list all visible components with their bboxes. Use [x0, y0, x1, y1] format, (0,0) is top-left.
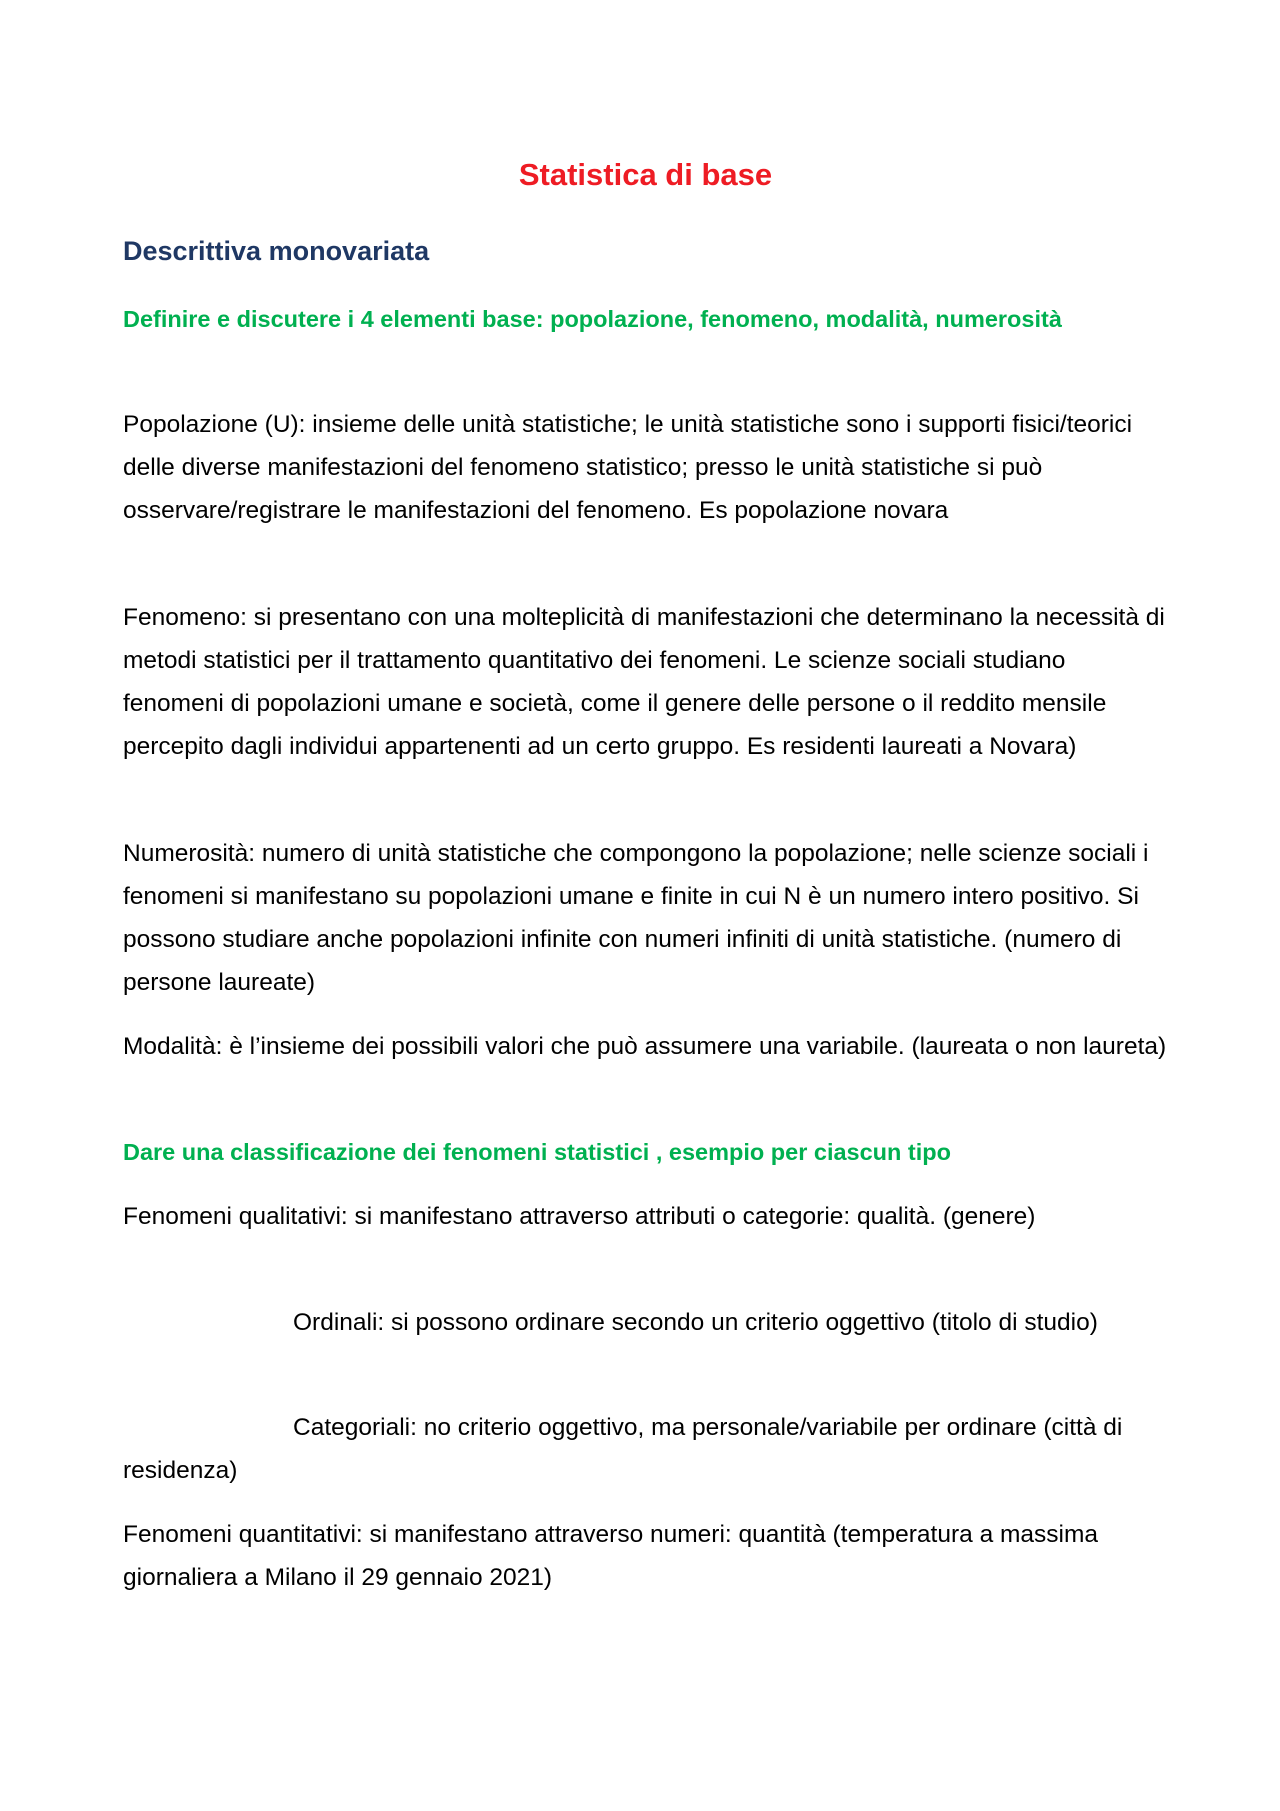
paragraph-popolazione: Popolazione (U): insieme delle unità statistiche; le unità statistiche sono i supporti fisici/teorici delle diverse manifestazioni del fenomeno statistico; presso le unità statistiche si può osservare/registrare le manifestazioni del fenomeno. Es popolazione novara — [123, 411, 1133, 524]
paragraph-fenomeni-qualitativi: Fenomeni qualitativi: si manifestano attraverso attributi o categorie: qualità. (genere) — [123, 1203, 1036, 1230]
question-heading-classification: Dare una classificazione dei fenomeni statistici , esempio per ciascun tipo — [123, 1139, 951, 1165]
paragraph-modalita: Modalità: è l’insieme dei possibili valori che può assumere una variabile. (laureata o non laureta) — [123, 1033, 1167, 1060]
paragraph-numerosita: Numerosità: numero di unità statistiche che compongono la popolazione; nelle scienze sociali i fenomeni si manifestano su popolazioni umane e finite in cui N è un numero intero positivo. Si possono studiare anche popolazioni infinite con numeri infiniti di unità statistiche. (numero di persone laureate) — [123, 840, 1149, 996]
question-heading-elements: Definire e discutere i 4 elementi base: popolazione, fenomeno, modalità, numerosità — [123, 306, 1062, 332]
paragraph-fenomeni-quantitativi: Fenomeni quantitativi: si manifestano attraverso numeri: quantità (temperatura a massima giornaliera a Milano il 29 gennaio 2021) — [123, 1521, 1099, 1591]
paragraph-ordinali: Ordinali: si possono ordinare secondo un criterio oggettivo (titolo di studio) — [293, 1309, 1098, 1336]
paragraph-fenomeno: Fenomeno: si presentano con una molteplicità di manifestazioni che determinano la necessità di metodi statistici per il trattamento quantitativo dei fenomeni. Le scienze sociali studiano fenomeni di popolazioni umane e società, come il genere delle persone o il reddito mensile percepito dagli individui appartenenti ad un certo gruppo. Es residenti laureati a Novara) — [123, 604, 1165, 760]
paragraph-categoriali: Categoriali: no criterio oggettivo, ma personale/variabile per ordinare (città di residenza) — [123, 1414, 1123, 1484]
document-title: Statistica di base — [518, 157, 773, 192]
section-heading: Descrittiva monovariata — [123, 236, 430, 266]
